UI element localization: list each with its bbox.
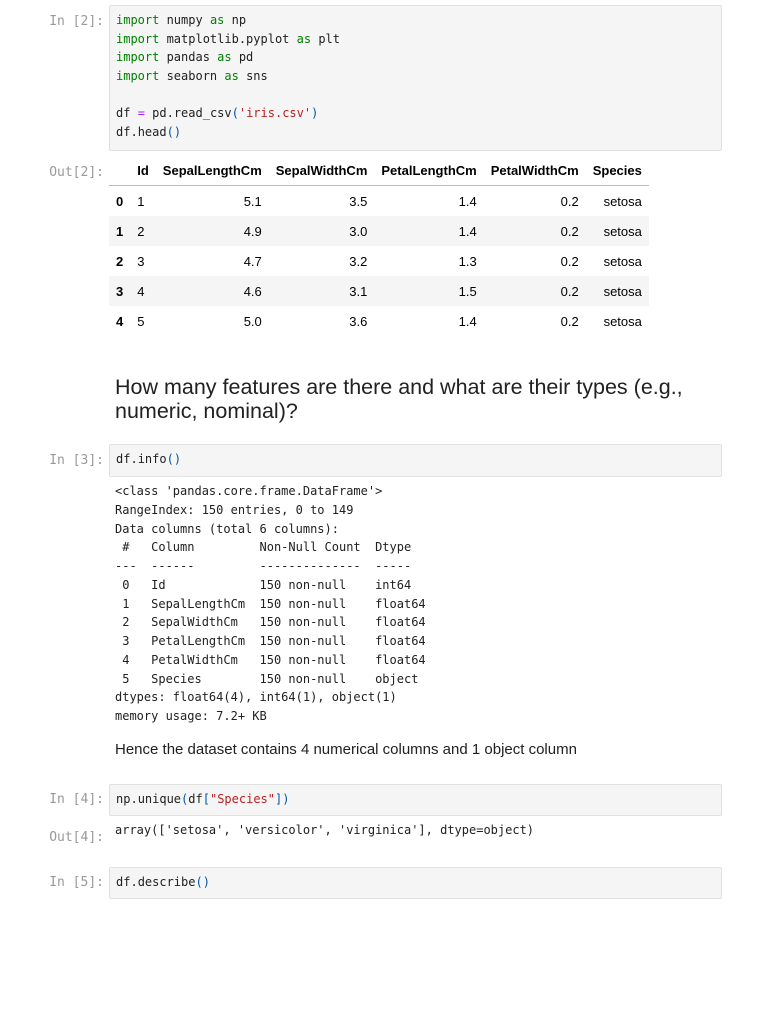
- output-line: <class 'pandas.core.frame.DataFrame'>: [115, 484, 383, 498]
- code-line: np.unique(df["Species"]): [116, 792, 290, 806]
- table-row: [109, 276, 649, 306]
- column-header: PetalWidthCm: [484, 156, 586, 186]
- table-cell: 0.2: [560, 313, 579, 329]
- output-line: RangeIndex: 150 entries, 0 to 149: [115, 502, 354, 517]
- table-cell: 5: [137, 313, 145, 329]
- table-cell: 3.6: [349, 313, 368, 329]
- table-cell: 4.9: [243, 223, 262, 239]
- code-line: df.head(): [116, 124, 182, 139]
- table-cell: 0.2: [560, 283, 579, 299]
- table-cell: setosa: [603, 193, 642, 209]
- table-cell: 2: [137, 223, 145, 239]
- code-line: import matplotlib.pyplot as plt: [116, 31, 340, 46]
- output-line: 5 Species 150 non-null object: [115, 671, 426, 686]
- output-line: --- ------ -------------- -----: [115, 559, 426, 573]
- cell-output-text: array(['setosa', 'versicolor', 'virginica'], dtype=object): [115, 823, 535, 837]
- table-cell: 1.4: [458, 193, 477, 209]
- table-cell: 0.2: [560, 253, 579, 269]
- table-cell: 5.1: [243, 193, 262, 209]
- column-header: Species: [586, 156, 649, 186]
- column-header: SepalWidthCm: [269, 156, 375, 186]
- column-header: SepalLengthCm: [156, 156, 269, 186]
- code-line: df = pd.read_csv('iris.csv'): [116, 105, 319, 120]
- output-line: dtypes: float64(4), int64(1), object(1): [115, 690, 397, 705]
- table-row: [109, 306, 649, 336]
- table-cell: setosa: [603, 253, 642, 269]
- code-line: df.info(): [116, 452, 182, 466]
- output-prompt: Out[2]:: [49, 165, 104, 180]
- table-cell: 3.1: [349, 283, 368, 299]
- markdown-paragraph: Hence the dataset contains 4 numerical columns and 1 object column: [115, 741, 577, 758]
- code-cell-input[interactable]: [109, 5, 722, 151]
- table-cell: 4.7: [243, 253, 262, 269]
- code-cell-input[interactable]: [109, 444, 722, 477]
- input-prompt: In [5]:: [49, 875, 104, 890]
- output-line: 0 Id 150 non-null int64: [115, 577, 426, 592]
- row-index: 2: [116, 253, 124, 269]
- input-prompt: In [2]:: [49, 14, 104, 29]
- code-cell-input[interactable]: [109, 867, 722, 899]
- table-cell: 4: [137, 283, 145, 299]
- code-line: import seaborn as sns: [116, 68, 268, 83]
- table-cell: 0.2: [560, 193, 579, 209]
- cell-output-text: [115, 482, 426, 726]
- table-row: [109, 216, 649, 246]
- table-cell: 1.3: [458, 253, 477, 269]
- output-line: 4 PetalWidthCm 150 non-null float64: [115, 652, 426, 667]
- output-line: # Column Non-Null Count Dtype: [115, 540, 426, 555]
- code-line: import numpy as np: [116, 13, 247, 27]
- code-cell-input[interactable]: [109, 784, 722, 816]
- table-cell: 5.0: [243, 313, 262, 329]
- table-row: [109, 186, 649, 217]
- markdown-heading: How many features are there and what are their types (e.g., numeric, nominal)?: [115, 375, 683, 423]
- column-header: PetalLengthCm: [374, 156, 483, 186]
- column-header: [109, 156, 130, 186]
- output-line: 3 PetalLengthCm 150 non-null float64: [115, 634, 426, 648]
- output-line: Data columns (total 6 columns):: [115, 521, 339, 536]
- table-cell: 1.5: [458, 283, 477, 299]
- table-cell: 4.6: [243, 283, 262, 299]
- table-cell: 3.0: [349, 223, 368, 239]
- row-index: 4: [116, 313, 124, 329]
- table-cell: 1.4: [458, 313, 477, 329]
- table-cell: 1.4: [458, 223, 477, 239]
- column-header: Id: [130, 156, 156, 186]
- row-index: 1: [116, 223, 124, 239]
- table-cell: 0.2: [560, 223, 579, 239]
- output-line: 1 SepalLengthCm 150 non-null float64: [115, 596, 426, 611]
- code-line: df.describe(): [116, 875, 210, 889]
- table-cell: setosa: [603, 223, 642, 239]
- dataframe-table: [109, 156, 649, 336]
- output-prompt: Out[4]:: [49, 830, 104, 845]
- table-cell: 3.5: [349, 193, 368, 209]
- table-cell: 3: [137, 253, 145, 269]
- table-cell: 3.2: [349, 253, 368, 269]
- table-row: [109, 246, 649, 276]
- code-line: import pandas as pd: [116, 50, 254, 65]
- table-cell: setosa: [603, 313, 642, 329]
- table-header-row: [109, 156, 649, 186]
- row-index: 3: [116, 283, 124, 299]
- row-index: 0: [116, 193, 124, 209]
- input-prompt: In [4]:: [49, 792, 104, 807]
- table-cell: setosa: [603, 283, 642, 299]
- table-cell: 1: [137, 193, 145, 209]
- output-line: 2 SepalWidthCm 150 non-null float64: [115, 615, 426, 630]
- output-line: memory usage: 7.2+ KB: [115, 709, 267, 723]
- input-prompt: In [3]:: [49, 453, 104, 468]
